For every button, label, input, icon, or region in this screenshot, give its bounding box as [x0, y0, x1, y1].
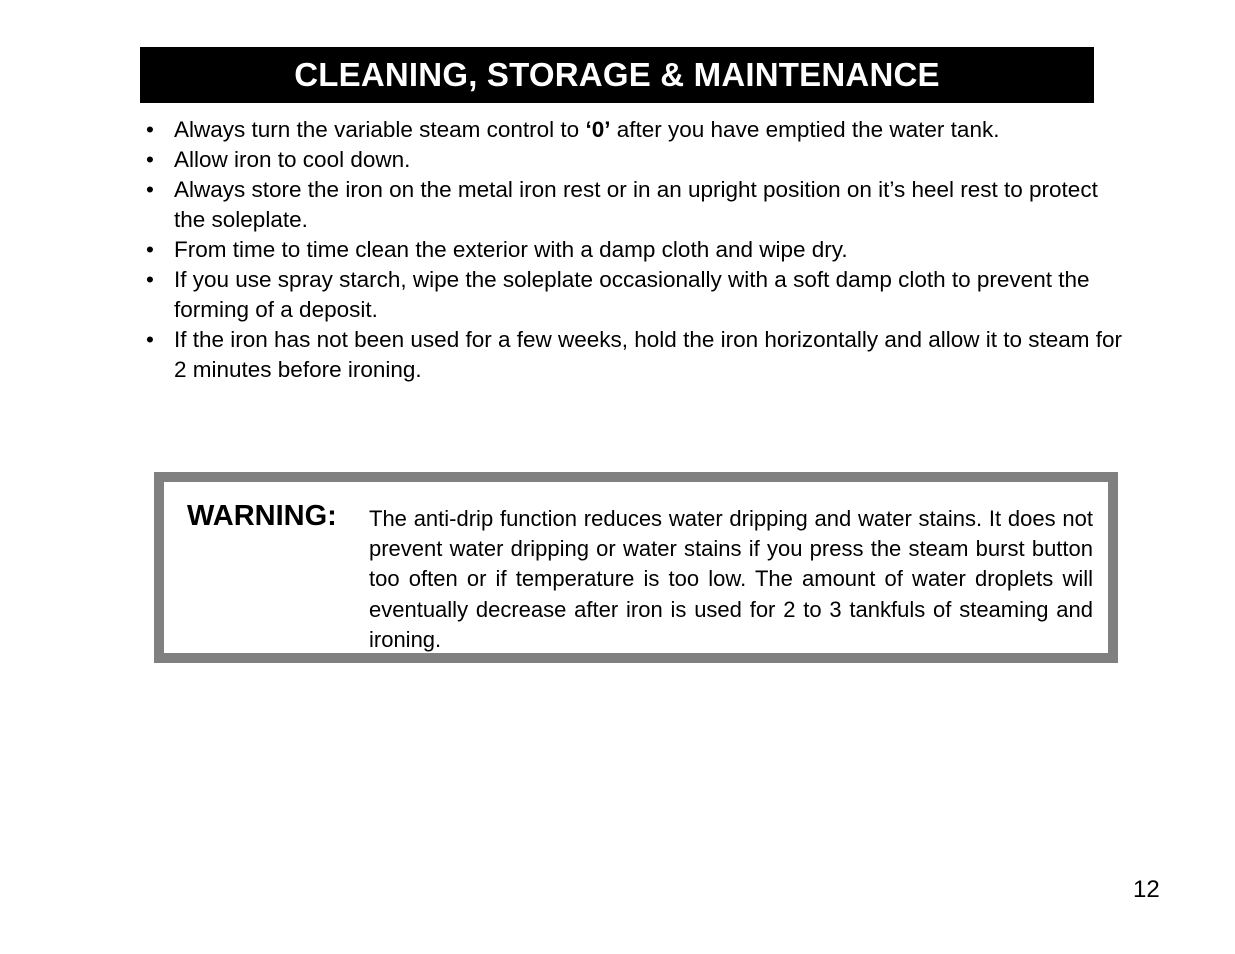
list-item: [140, 265, 1130, 325]
warning-label: WARNING:: [187, 500, 337, 532]
list-item: [140, 115, 1130, 145]
bullet-marker: •: [146, 177, 154, 202]
bullet-marker: •: [146, 117, 154, 142]
list-item: [140, 325, 1130, 385]
bullet-marker: •: [146, 237, 154, 262]
list-item-text-before: Always turn the variable steam control to: [174, 117, 586, 142]
bullet-marker: •: [146, 147, 154, 172]
bullet-marker: •: [146, 327, 154, 352]
bullet-marker: •: [146, 267, 154, 292]
list-item: [140, 235, 1130, 265]
list-item-text: If you use spray starch, wipe the soleplate occasionally with a soft damp cloth to prevent the forming of a deposit.: [174, 267, 1090, 322]
page-number: 12: [1133, 876, 1160, 903]
list-item-text-bold: ‘0’: [585, 117, 611, 142]
list-item-text: From time to time clean the exterior with a damp cloth and wipe dry.: [174, 237, 848, 262]
list-item-text: Always store the iron on the metal iron rest or in an upright position on it’s heel rest to protect the soleplate.: [174, 177, 1098, 232]
list-item: [140, 145, 1130, 175]
list-item: [140, 175, 1130, 235]
section-title: CLEANING, STORAGE & MAINTENANCE: [294, 56, 940, 93]
list-item-text: Allow iron to cool down.: [174, 147, 411, 172]
warning-box: [154, 472, 1118, 663]
maintenance-instructions-list: [140, 115, 1130, 385]
section-header-bar: [140, 47, 1094, 103]
warning-text: The anti-drip function reduces water dripping and water stains. It does not prevent water dripping or water stains if you press the steam burst button too often or if temperature is too low. The amount of water droplets will eventually decrease after iron is used for 2 to 3 tankfuls of steaming and ironing.: [369, 506, 1093, 652]
list-item-text-after: after you have emptied the water tank.: [610, 117, 1000, 142]
list-item-text: If the iron has not been used for a few weeks, hold the iron horizontally and allow it to steam for 2 minutes before ironing.: [174, 327, 1123, 382]
